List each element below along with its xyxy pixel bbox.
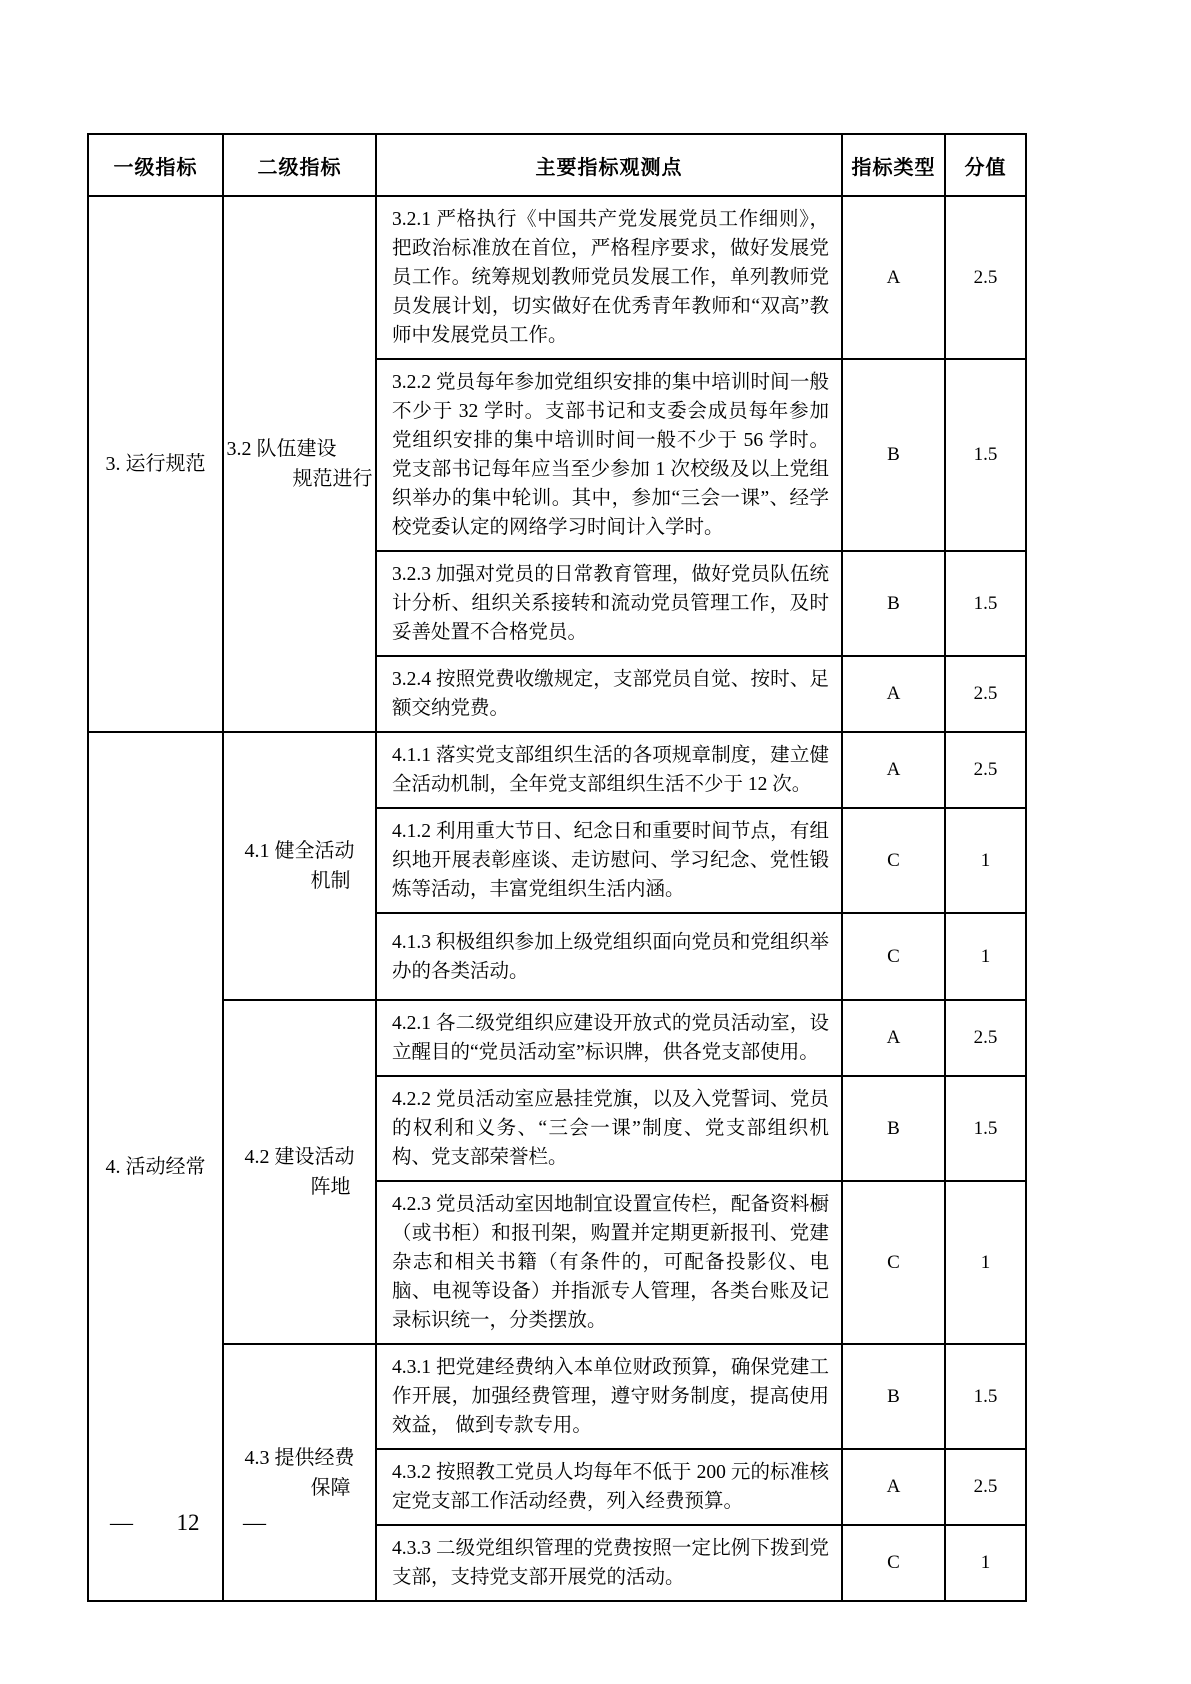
score-cell: 1.5 [945, 551, 1026, 656]
type-cell: C [842, 808, 945, 913]
secondary-label-line1: 4.1 健全活动 [244, 840, 355, 862]
observation-cell: 4.3.1 把党建经费纳入本单位财政预算，确保党建工作开展，加强经费管理，遵守财务制度，提高使用效益， 做到专款专用。 [376, 1344, 842, 1449]
secondary-indicator-label [245, 1142, 355, 1202]
table-row [88, 732, 1026, 808]
indicator-table [87, 133, 1027, 1602]
table-row [88, 196, 1026, 359]
observation-cell: 4.1.1 落实党支部组织生活的各项规章制度，建立健全活动机制，全年党支部组织生活不少于 12 次。 [376, 732, 842, 808]
secondary-label-line2: 规范进行 [292, 468, 373, 490]
table-row [88, 1344, 1026, 1449]
secondary-indicator-label [245, 836, 355, 896]
secondary-indicator-cell [223, 1344, 376, 1601]
secondary-label-line2: 机制 [310, 870, 351, 892]
type-cell: A [842, 196, 945, 359]
observation-cell: 4.2.2 党员活动室应悬挂党旗，以及入党誓词、党员的权利和义务、“三会一课”制度、党支部组织机构、党支部荣誉栏。 [376, 1076, 842, 1181]
secondary-indicator-label [227, 434, 373, 494]
primary-indicator-cell: 3. 运行规范 [88, 196, 223, 732]
type-cell: C [842, 1181, 945, 1344]
score-cell: 1.5 [945, 1076, 1026, 1181]
observation-cell: 4.2.1 各二级党组织应建设开放式的党员活动室，设立醒目的“党员活动室”标识牌，供各党支部使用。 [376, 1000, 842, 1076]
observation-cell: 4.1.3 积极组织参加上级党组织面向党员和党组织举办的各类活动。 [376, 913, 842, 1000]
observation-cell: 3.2.2 党员每年参加党组织安排的集中培训时间一般不少于 32 学时。支部书记和支委会成员每年参加党组织安排的集中培训时间一般不少于 56 学时。党支部书记每年应当至少参加 1 次校级及以上党组织举办的集中轮训。其中，参加“三会一课”、经学校党委认定的网络学习时间计入学时。 [376, 359, 842, 551]
score-cell: 1.5 [945, 1344, 1026, 1449]
secondary-label-line2: 阵地 [310, 1176, 351, 1198]
secondary-indicator-cell [223, 1000, 376, 1344]
observation-cell: 4.3.2 按照教工党员人均每年不低于 200 元的标准核定党支部工作活动经费，列入经费预算。 [376, 1449, 842, 1525]
score-cell: 2.5 [945, 656, 1026, 732]
type-cell: B [842, 1076, 945, 1181]
type-cell: A [842, 656, 945, 732]
type-cell: C [842, 913, 945, 1000]
header-secondary-indicator: 二级指标 [223, 134, 376, 196]
observation-cell: 3.2.1 严格执行《中国共产党发展党员工作细则》，把政治标准放在首位，严格程序要求，做好发展党员工作。统筹规划教师党员发展工作，单列教师党员发展计划，切实做好在优秀青年教师和“双高”教师中发展党员工作。 [376, 196, 842, 359]
header-row [88, 134, 1026, 196]
primary-indicator-cell: 4. 活动经常 [88, 732, 223, 1601]
type-cell: B [842, 551, 945, 656]
secondary-label-line1: 4.3 提供经费 [244, 1446, 355, 1469]
score-cell: 1 [945, 1181, 1026, 1344]
score-cell: 2.5 [945, 732, 1026, 808]
secondary-indicator-label [245, 1443, 355, 1503]
type-cell: B [842, 1344, 945, 1449]
secondary-indicator-cell [223, 732, 376, 1000]
observation-cell: 3.2.3 加强对党员的日常教育管理，做好党员队伍统计分析、组织关系接转和流动党员管理工作，及时妥善处置不合格党员。 [376, 551, 842, 656]
score-cell: 1.5 [945, 359, 1026, 551]
type-cell: A [842, 1000, 945, 1076]
header-primary-indicator: 一级指标 [88, 134, 223, 196]
observation-cell: 3.2.4 按照党费收缴规定，支部党员自觉、按时、足额交纳党费。 [376, 656, 842, 732]
header-indicator-type: 指标类型 [842, 134, 945, 196]
header-observation-points: 主要指标观测点 [376, 134, 842, 196]
secondary-indicator-cell [223, 196, 376, 732]
observation-cell: 4.2.3 党员活动室因地制宜设置宣传栏，配备资料橱（或书柜）和报刊架，购置并定期更新报刊、党建杂志和相关书籍（有条件的，可配备投影仪、电脑、电视等设备）并指派专人管理，各类台账及记录标识统一，分类摆放。 [376, 1181, 842, 1344]
type-cell: B [842, 359, 945, 551]
secondary-label-line2: 保障 [310, 1476, 351, 1499]
score-cell: 2.5 [945, 1449, 1026, 1525]
score-cell: 2.5 [945, 196, 1026, 359]
type-cell: A [842, 732, 945, 808]
type-cell: A [842, 1449, 945, 1525]
type-cell: C [842, 1525, 945, 1601]
secondary-label-line1: 4.2 建设活动 [244, 1146, 355, 1168]
observation-cell: 4.1.2 利用重大节日、纪念日和重要时间节点，有组织地开展表彰座谈、走访慰问、学习纪念、党性锻炼等活动，丰富党组织生活内涵。 [376, 808, 842, 913]
score-cell: 2.5 [945, 1000, 1026, 1076]
observation-cell: 4.3.3 二级党组织管理的党费按照一定比例下拨到党支部，支持党支部开展党的活动。 [376, 1525, 842, 1601]
table-row [88, 1000, 1026, 1076]
score-cell: 1 [945, 913, 1026, 1000]
score-cell: 1 [945, 808, 1026, 913]
header-score: 分值 [945, 134, 1026, 196]
secondary-label-line1: 3.2 队伍建设 [226, 438, 337, 460]
score-cell: 1 [945, 1525, 1026, 1601]
page-number: — 12 — [110, 1510, 266, 1535]
